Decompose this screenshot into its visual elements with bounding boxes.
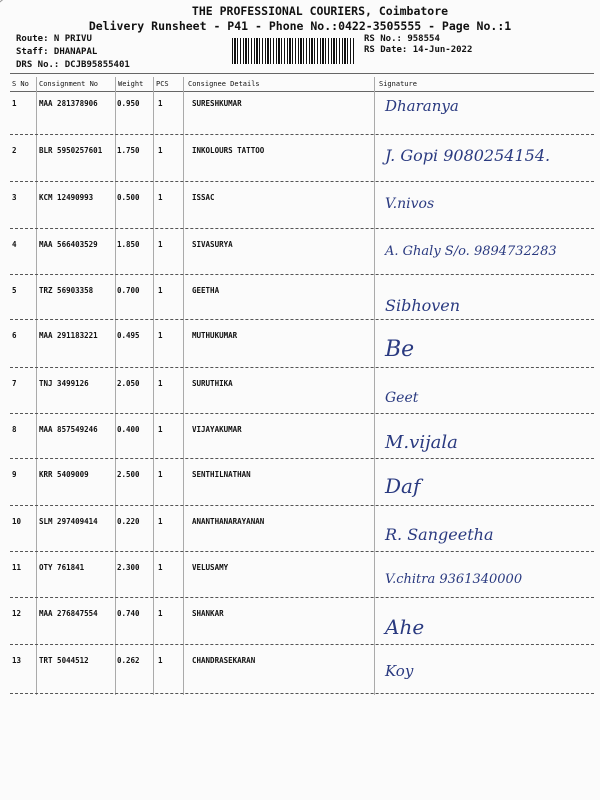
consignment-number: TRZ 56903358	[39, 286, 94, 295]
serial-number: 7	[12, 379, 17, 388]
consignee-name: SIVASURYA	[192, 240, 233, 249]
consignment-number: MAA 566403529	[39, 240, 98, 249]
row-separator	[10, 134, 594, 135]
consignment-number: BLR 5950257601	[39, 146, 103, 155]
serial-number: 10	[12, 517, 22, 526]
serial-number: 9	[12, 470, 17, 479]
row-separator	[10, 319, 594, 320]
table-top-rule	[10, 73, 594, 74]
weight-value: 1.850	[117, 240, 140, 249]
serial-number: 4	[12, 240, 17, 249]
consignment-number: MAA 857549246	[39, 425, 98, 434]
consignee-name: ISSAC	[192, 193, 215, 202]
consignment-number: MAA 291183221	[39, 331, 98, 340]
serial-number: 2	[12, 146, 17, 155]
col-divider	[153, 77, 154, 695]
pieces-count: 1	[158, 240, 163, 249]
col-pcs: PCS	[156, 80, 169, 88]
row-separator	[10, 644, 594, 645]
serial-number: 6	[12, 331, 17, 340]
consignee-name: CHANDRASEKARAN	[192, 656, 256, 665]
handwritten-signature: J. Gopi 9080254154.	[385, 146, 551, 165]
col-sno: S No	[12, 80, 29, 88]
consignee-name: SURUTHIKA	[192, 379, 233, 388]
handwritten-signature: M.vijala	[385, 432, 458, 453]
pieces-count: 1	[158, 146, 163, 155]
col-signature: Signature	[379, 80, 417, 88]
consignment-number: TNJ 3499126	[39, 379, 89, 388]
pieces-count: 1	[158, 286, 163, 295]
serial-number: 13	[12, 656, 22, 665]
col-divider	[115, 77, 116, 695]
pieces-count: 1	[158, 656, 163, 665]
col-weight: Weight	[118, 80, 144, 88]
consignment-number: KRR 5409009	[39, 470, 89, 479]
handwritten-signature: Dharanya	[385, 97, 459, 115]
handwritten-signature: Koy	[385, 662, 414, 680]
col-divider	[36, 77, 37, 695]
rs-number: RS No.: 958554	[364, 34, 440, 44]
consignee-name: SURESHKUMAR	[192, 99, 242, 108]
consignment-number: MAA 276847554	[39, 609, 98, 618]
pieces-count: 1	[158, 193, 163, 202]
row-separator	[10, 367, 594, 368]
weight-value: 0.262	[117, 656, 140, 665]
handwritten-signature: Daf	[385, 474, 421, 498]
weight-value: 0.700	[117, 286, 140, 295]
consignee-name: VELUSAMY	[192, 563, 229, 572]
drs-number: DRS No.: DCJB95855401	[16, 60, 130, 70]
staff-label: Staff: DHANAPAL	[16, 47, 98, 57]
weight-value: 2.500	[117, 470, 140, 479]
col-consignee: Consignee Details	[188, 80, 260, 88]
handwritten-signature: R. Sangeetha	[385, 525, 494, 544]
row-separator	[10, 693, 594, 694]
handwritten-signature: Geet	[385, 390, 419, 406]
handwritten-signature: Ahe	[385, 615, 425, 639]
consignee-name: SHANKAR	[192, 609, 224, 618]
row-separator	[10, 413, 594, 414]
consignment-number: OTY 761841	[39, 563, 85, 572]
route-label: Route: N PRIVU	[16, 34, 92, 44]
weight-value: 0.220	[117, 517, 140, 526]
weight-value: 0.740	[117, 609, 140, 618]
consignee-name: ANANTHANARAYANAN	[192, 517, 265, 526]
pieces-count: 1	[158, 379, 163, 388]
handwritten-signature: Sibhoven	[385, 296, 461, 315]
consignment-number: SLM 297409414	[39, 517, 98, 526]
runsheet-title: Delivery Runsheet - P41 - Phone No.:0422-3505555 - Page No.:1	[88, 19, 512, 33]
weight-value: 0.950	[117, 99, 140, 108]
consignee-name: MUTHUKUMAR	[192, 331, 238, 340]
row-separator	[10, 228, 594, 229]
pieces-count: 1	[158, 99, 163, 108]
serial-number: 1	[12, 99, 17, 108]
consignment-number: TRT 5044512	[39, 656, 89, 665]
weight-value: 2.050	[117, 379, 140, 388]
serial-number: 8	[12, 425, 17, 434]
row-separator	[10, 505, 594, 506]
weight-value: 0.500	[117, 193, 140, 202]
company-title: THE PROFESSIONAL COURIERS, Coimbatore	[191, 4, 449, 18]
barcode	[232, 38, 354, 64]
pieces-count: 1	[158, 425, 163, 434]
col-consignment: Consignment No	[39, 80, 99, 88]
row-separator	[10, 597, 594, 598]
rs-date: RS Date: 14-Jun-2022	[364, 45, 473, 55]
consignment-number: MAA 281378906	[39, 99, 98, 108]
serial-number: 5	[12, 286, 17, 295]
pieces-count: 1	[158, 517, 163, 526]
consignee-name: VIJAYAKUMAR	[192, 425, 242, 434]
pieces-count: 1	[158, 563, 163, 572]
handwritten-signature: A. Ghaly S/o. 9894732283	[385, 244, 557, 259]
handwritten-signature: V.chitra 9361340000	[385, 572, 523, 587]
weight-value: 2.300	[117, 563, 140, 572]
pieces-count: 1	[158, 470, 163, 479]
row-separator	[10, 181, 594, 182]
weight-value: 0.400	[117, 425, 140, 434]
row-separator	[10, 551, 594, 552]
col-divider	[183, 77, 184, 695]
serial-number: 11	[12, 563, 22, 572]
consignee-name: GEETHA	[192, 286, 220, 295]
row-separator	[10, 458, 594, 459]
col-divider	[374, 77, 375, 695]
handwritten-signature: V.nivos	[385, 196, 435, 212]
serial-number: 12	[12, 609, 22, 618]
weight-value: 1.750	[117, 146, 140, 155]
row-separator	[10, 274, 594, 275]
serial-number: 3	[12, 193, 17, 202]
pieces-count: 1	[158, 331, 163, 340]
pieces-count: 1	[158, 609, 163, 618]
handwritten-signature: Be	[385, 337, 415, 362]
consignment-number: KCM 12490993	[39, 193, 94, 202]
header-rule	[10, 91, 594, 92]
consignee-name: SENTHILNATHAN	[192, 470, 251, 479]
consignee-name: INKOLOURS TATTOO	[192, 146, 265, 155]
weight-value: 0.495	[117, 331, 140, 340]
